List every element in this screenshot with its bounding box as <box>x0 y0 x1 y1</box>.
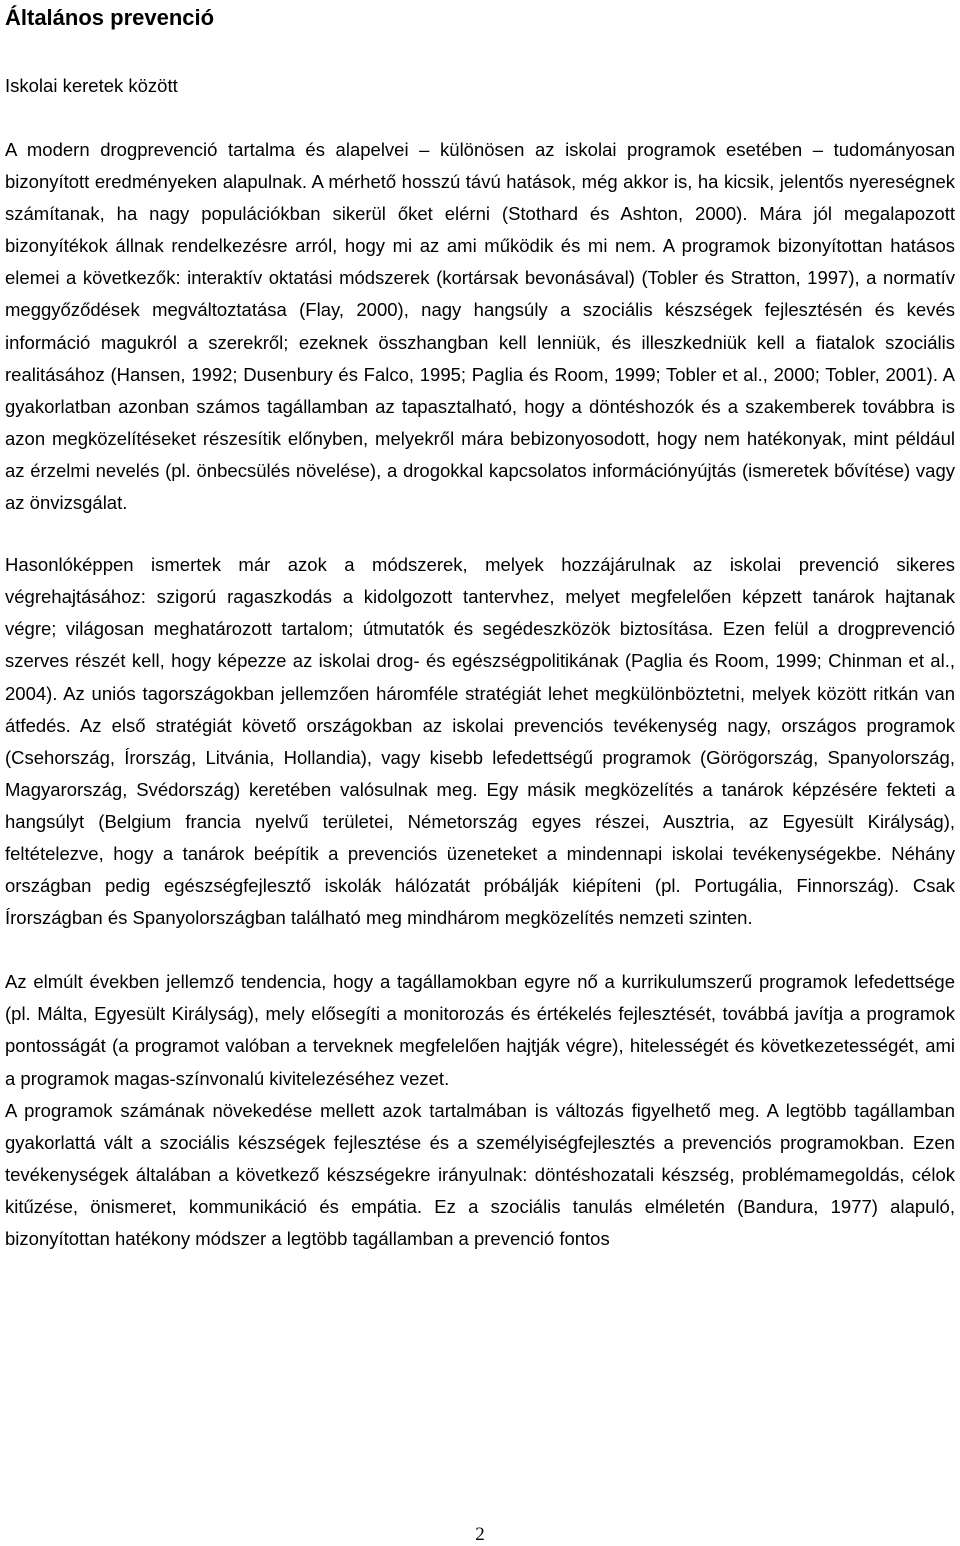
paragraph-1: A modern drogprevenció tartalma és alapelvei – különösen az iskolai programok esetében – tudományosan bizonyított eredményeken alapulnak. A mérhető hosszú távú hatások, még akkor is, ha kicsik, jelentős nyereségnek számítanak, ha nagy populációkban sikerül őket elérni (Stothard és Ashton, 2000). Mára jól megalapozott bizonyítékok állnak rendelkezésre arról, hogy mi az ami működik és mi nem. A programok bizonyítottan hatásos elemei a következők: interaktív oktatási módszerek (kortársak bevonásával) (Tobler és Stratton, 1997), a normatív meggyőződések megváltoztatása (Flay, 2000), nagy hangsúly a szociális készségek fejlesztésén és kevés információ magukról a szerekről; ezeknek összhangban kell lenniük, és illeszkedniük kell a fiatalok szociális realitásához (Hansen, 1992; Dusenbury és Falco, 1995; Paglia és Room, 1999; Tobler et al., 2000; Tobler, 2001). A gyakorlatban azonban számos tagállamban az tapasztalható, hogy a döntéshozók és a szakemberek továbbra is azon megközelítéseket részesítik előnyben, melyekről mára bebizonyosodott, hogy nem hatékonyak, mint például az érzelmi nevelés (pl. önbecsülés növelése), a drogokkal kapcsolatos információnyújtás (ismeretek bővítése) vagy az önvizsgálat. <box>5 139 955 514</box>
section-subtitle: Iskolai keretek között <box>5 75 178 96</box>
paragraph-3: Az elmúlt években jellemző tendencia, hogy a tagállamokban egyre nő a kurrikulumszerű programok lefedettsége (pl. Málta, Egyesült Királyság), mely elősegíti a monitorozás és értékelés fejlesztését, továbbá javítja a programok pontosságát (a programot valóban a terveknek megfelelően hajtják végre), hitelességét és következetességét, ami a programok magas-színvonalú kivitelezéséhez vezet. <box>5 971 955 1089</box>
document-title: Általános prevenció <box>5 5 215 30</box>
page-number: 2 <box>475 1524 485 1545</box>
paragraph-4: A programok számának növekedése mellett azok tartalmában is változás figyelhető meg. A legtöbb tagállamban gyakorlattá vált a szociális készségek fejlesztése és a személyiségfejlesztés a prevenciós programokban. Ezen tevékenységek általában a következő készségekre irányulnak: döntéshozatali készség, problémamegoldás, célok kitűzése, önismeret, kommunikáció és empátia. Ez a szociális tanulás elméletén (Bandura, 1977) alapuló, bizonyítottan hatékony módszer a legtöbb tagállamban a prevenció fontos <box>5 1099 955 1249</box>
document-page <box>5 0 955 1255</box>
paragraph-2: Hasonlóképpen ismertek már azok a módszerek, melyek hozzájárulnak az iskolai prevenció sikeres végrehajtásához: szigorú ragaszkodás a kidolgozott tantervhez, melyet megfelelően képzett tanárok hajtanak végre; világosan meghatározott tartalom; útmutatók és segédeszközök biztosítása. Ezen felül a drogprevenció szerves részét kell, hogy képezze az iskolai drog- és egészségpolitikának (Paglia és Room, 1999; Chinman et al., 2004). Az uniós tagországokban jellemzően háromféle stratégiát lehet megkülönböztetni, melyek között ritkán van átfedés. Az első stratégiát követő országokban az iskolai prevenciós tevékenység nagy, országos programok (Csehország, Írország, Litvánia, Hollandia), vagy kisebb lefedettségű programok (Görögország, Spanyolország, Magyarország, Svédország) keretében valósulnak meg. Egy másik megközelítés a tanárok képzésére fekteti a hangsúlyt (Belgium francia nyelvű területei, Németország egyes részei, Ausztria, az Egyesült Királyság), feltételezve, hogy a tanárok beépítik a prevenciós üzeneteket a mindennapi iskolai tevékenységekbe. Néhány országban pedig egészségfejlesztő iskolák hálózatát próbálják kiépíteni (pl. Portugália, Finnország). Csak Írországban és Spanyolországban található meg mindhárom megközelítés nemzeti szinten. <box>5 554 955 929</box>
